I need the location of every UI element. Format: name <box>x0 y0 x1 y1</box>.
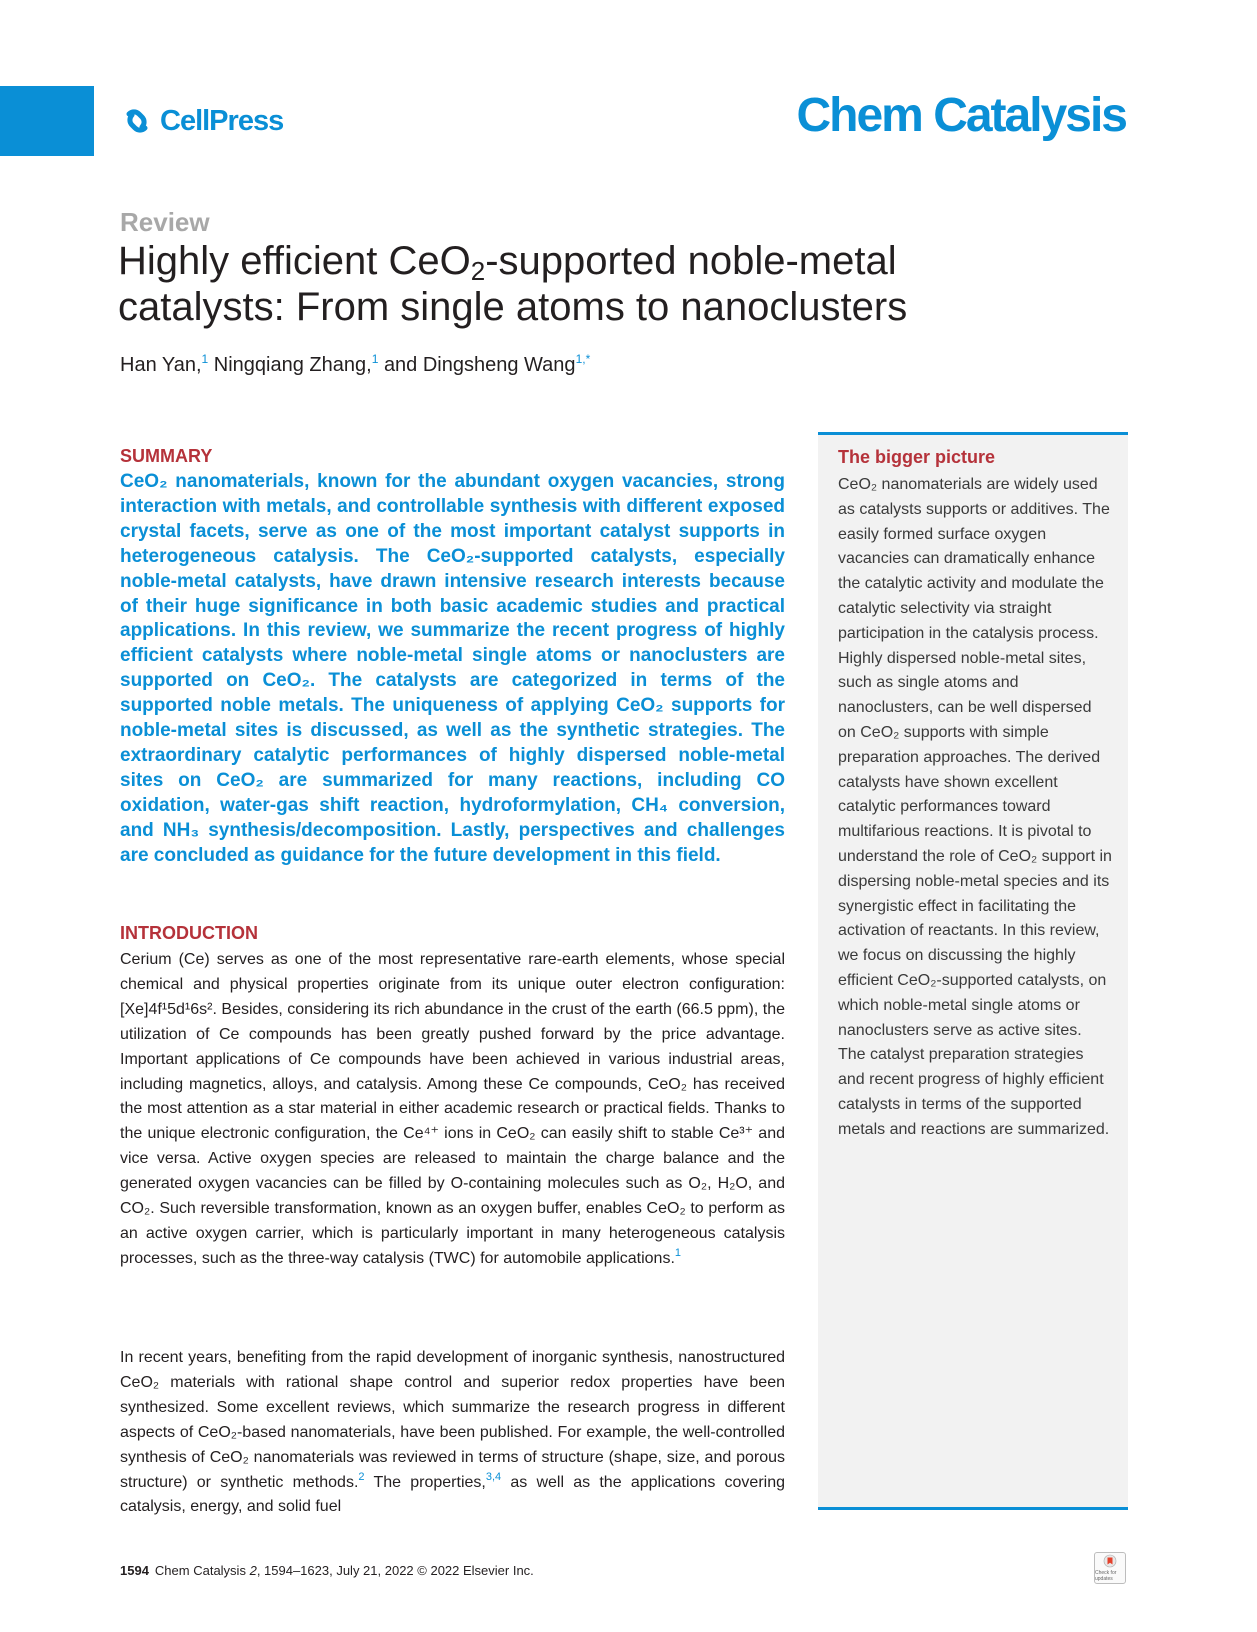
sidebar-text: CeO₂ nanomaterials are widely used as catalysts supports or additives. The easily formed surface oxygen vacancies can dramatically enhance the catalytic activity and modulate the catalytic selectivity via straight participation in the catalysis process. Highly dispersed noble-metal sites, such as single atoms and nanoclusters, can be well dispersed on CeO₂ supports with simple preparation approaches. The derived catalysts have shown excellent catalytic performances toward multifarious reactions. It is pivotal to understand the role of CeO₂ support in dispersing noble-metal species and its synergistic effect in facilitating the activation of reactants. In this review, we focus on discussing the highly efficient CeO₂-supported catalysts, on which noble-metal single atoms or nanoclusters serve as active sites. The catalyst preparation strategies and recent progress of highly efficient catalysts in terms of the supported metals and reactions are summarized. <box>838 476 1112 1138</box>
introduction-paragraph-1 <box>120 948 785 1272</box>
title-subscript: 2 <box>470 256 486 286</box>
check-for-updates-badge[interactable] <box>1094 1552 1126 1584</box>
paragraph-text: as well as the applications covering catalysis, energy, and solid fuel <box>120 1473 786 1516</box>
author-name[interactable]: Ningqiang Zhang, <box>213 354 372 376</box>
paragraph-text: In recent years, benefiting from the rapid development of inorganic synthesis, nanostructured CeO₂ materials with rational shape control and superior redox properties have been synthesized. Some excellent reviews, which summarize the research progress in different aspects of CeO₂-based nanomaterials, have been published. For example, the well-controlled synthesis of CeO₂ nanomaterials was reviewed in terms of structure (shape, size, and porous structure) or synthetic methods. <box>120 1349 785 1491</box>
paragraph-text: Cerium (Ce) serves as one of the most representative rare-earth elements, whose special chemical and physical properties originate from its unique outer electron configuration: [Xe]4f¹5d¹6s². Besides, considering its rich abundance in the crust of the earth (66.5 ppm), the utilization of Ce compounds has been greatly pushed forward by the price advantage. Important applications of Ce compounds have been achieved in various industrial areas, including magnetics, alloys, and catalysis. Among these Ce compounds, CeO₂ has received the most attention as a star material in either academic research or practical fields. Thanks to the unique electronic configuration, the Ce⁴⁺ ions in CeO₂ can easily shift to stable Ce³⁺ and vice versa. Active oxygen species are released to maintain the charge balance and the generated oxygen vacancies can be filled by O-containing molecules such as O₂, H₂O, and CO₂. Such reversible transformation, known as an oxygen buffer, enables CeO₂ to perform as an active oxygen carrier, which is particularly important in many heterogeneous catalysis processes, such as the three-way catalysis (TWC) for automobile applications. <box>120 951 785 1267</box>
author-list <box>120 354 590 377</box>
title-part-1: Highly efficient CeO <box>118 239 471 283</box>
introduction-paragraph-2 <box>120 1346 785 1520</box>
cellpress-logo[interactable] <box>120 104 283 138</box>
reference-link[interactable]: 2 <box>358 1470 365 1483</box>
author-affiliation[interactable]: 1,* <box>575 352 591 366</box>
page-number: 1594 <box>120 1563 149 1578</box>
article-type: Review <box>120 207 210 237</box>
article-title <box>118 238 978 330</box>
sidebar-heading: The bigger picture <box>838 447 996 467</box>
cellpress-logo-icon <box>120 104 154 138</box>
summary-text: CeO₂ nanomaterials, known for the abundant oxygen vacancies, strong interaction with metals, and controllable synthesis with different exposed crystal facets, serve as one of the most important catalyst supports in heterogeneous catalysis. The CeO₂-supported catalysts, especially noble-metal catalysts, have drawn intensive research interests because of their huge significance in both basic academic studies and practical applications. In this review, we summarize the recent progress of highly efficient catalysts where noble-metal single atoms or nanoclusters are supported on CeO₂. The catalysts are categorized in terms of the supported noble metals. The uniqueness of applying CeO₂ supports for noble-metal sites is discussed, as well as the synthetic strategies. The extraordinary catalytic performances of highly dispersed noble-metal sites on CeO₂ are summarized for many reactions, including CO oxidation, water-gas shift reaction, hydroformylation, CH₄ conversion, and NH₃ synthesis/decomposition. Lastly, perspectives and challenges are concluded as guidance for the future development in this field. <box>120 471 785 866</box>
paragraph-text: The properties, <box>364 1473 486 1491</box>
author-affiliation[interactable]: 1 <box>371 352 379 366</box>
author-affiliation[interactable]: 1 <box>201 352 209 366</box>
footer-citation: , 1594–1623, July 21, 2022 © 2022 Elsevier Inc. <box>256 1563 534 1578</box>
page-footer <box>120 1563 534 1578</box>
badge-label: Check for updates <box>1095 1570 1117 1582</box>
reference-link[interactable]: 3,4 <box>485 1470 502 1483</box>
reference-link[interactable]: 1 <box>674 1246 682 1259</box>
author-name[interactable]: Han Yan, <box>120 354 202 376</box>
summary-heading: SUMMARY <box>120 446 213 466</box>
corner-color-block <box>0 86 94 156</box>
publisher-name: CellPress <box>160 104 284 137</box>
bigger-picture-sidebar <box>818 432 1128 1510</box>
introduction-heading: INTRODUCTION <box>120 923 258 943</box>
journal-name[interactable]: Chem Catalysis <box>796 89 1126 142</box>
author-name[interactable]: and Dingsheng Wang <box>383 354 576 376</box>
footer-journal: Chem Catalysis <box>154 1563 246 1578</box>
title-part-2: -supported noble-metal catalysts: From single atoms to nanoclusters <box>118 239 908 329</box>
bookmark-icon <box>1102 1554 1118 1570</box>
footer-volume: 2 <box>249 1563 257 1578</box>
